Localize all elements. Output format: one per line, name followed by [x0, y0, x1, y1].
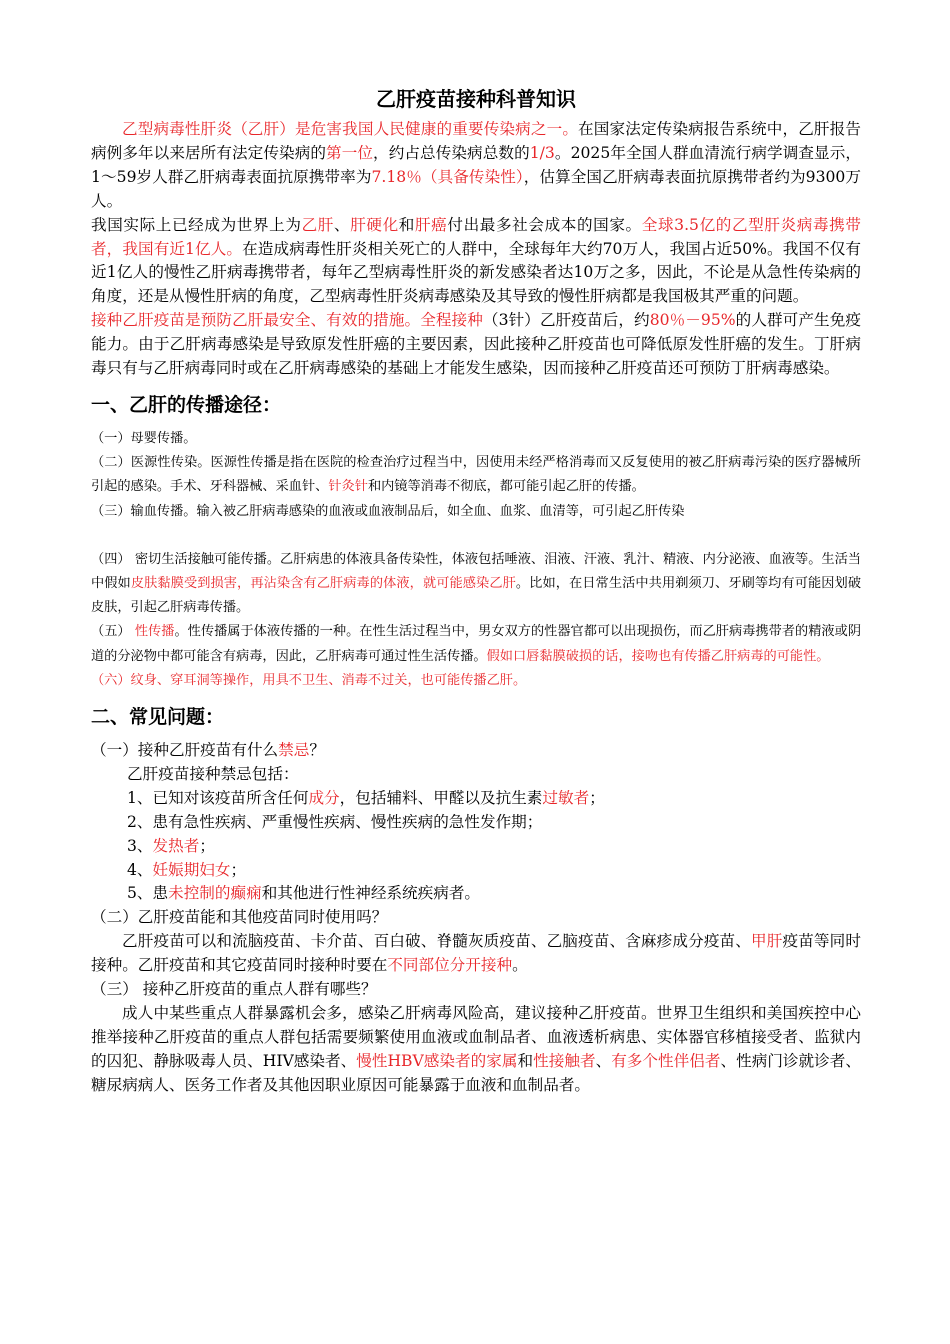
body-text: （一）接种乙肝疫苗有什么 [91, 741, 279, 759]
body-text: 1、已知对该疫苗所含任何 [127, 788, 309, 807]
body-text: 在造成病毒性肝炎相关死亡的人群中，全球每年大约70万人，我国占近50%。我国不仅有近1亿人的慢性乙肝病毒携带者，每年乙型病毒性肝炎的新发感染者达10万之多，因此，不论是从急性传染病的角度，还是从慢性肝病的角度，乙型病毒性肝炎病毒感染及其导致的慢性肝病都是我国极其严重的问题。 [91, 239, 861, 306]
answer-3 [91, 1002, 861, 1098]
highlight-text: 80％－95% [649, 311, 736, 330]
body-text: ； [230, 860, 247, 879]
highlight-text: 乙型病毒性肝炎（乙肝）是危害我国人民健康的重要传染病之一。 [122, 120, 579, 138]
highlight-text: 不同部位分开接种 [387, 956, 513, 975]
body-text: 疫苗等同时接种。乙肝疫苗和其它疫苗同时接种时要在 [91, 932, 861, 975]
highlight-text: 皮肤黏膜受到损害，再沾染含有乙肝病毒的体液，就可能感染乙肝 [130, 575, 516, 591]
intro-paragraph-1 [91, 118, 861, 214]
body-text: 。性传播属于体液传播的一种。在性生活过程当中，男女双方的性器官都可以出现损伤，而乙肝病毒携带者的精液或阴道的分泌物中都可能含有病毒，因此，乙肝病毒可通过性生活传播。 [91, 624, 862, 664]
route-item-2 [91, 451, 861, 499]
body-text: 和 [517, 1051, 534, 1070]
highlight-text: 性接触者 [533, 1051, 596, 1070]
highlight-text: 接种乙肝疫苗是预防乙肝最安全、有效的措施。 [91, 311, 421, 330]
contraindication-item-3 [91, 835, 861, 859]
body-text: 、性病门诊就诊者、糖尿病病人、医务工作者及其他因职业原因可能暴露于血液和血制品者。 [91, 1051, 861, 1094]
section-2-heading: 二、常见问题： [91, 706, 225, 728]
highlight-text: 发热者 [152, 836, 200, 855]
body-text: 和 [398, 215, 415, 234]
question-3: （三） 接种乙肝疫苗的重点人群有哪些？ [91, 980, 377, 999]
body-text: 成人中某些重点人群暴露机会多，感染乙肝病毒风险高，建议接种乙肝疫苗。世界卫生组织和美国疾控中心推举接种乙肝疫苗的重点人群包括需要频繁使用血液或血制品者、血液透析病患、实体器官移植接受者、监狱内的囚犯、静脉吸毒人员、HIV感染者、 [91, 1003, 861, 1070]
highlight-text: 全球3.5亿的乙型肝炎病毒携带者，我国有近1亿人。 [91, 215, 861, 258]
body-text: 5、患 [127, 884, 169, 903]
body-text: ，约占总传染病总数的 [373, 143, 530, 162]
body-text: 3、 [127, 836, 153, 855]
intro-paragraph-2 [91, 214, 861, 310]
highlight-text: 有多个性伴侣者 [611, 1051, 721, 1070]
body-text: （3针）乙肝疫苗后，约 [482, 311, 650, 330]
body-text: ； [199, 836, 215, 855]
body-text: 和内镜等消毒不彻底，都可能引起乙肝的传播。 [367, 479, 645, 495]
spacer [91, 524, 861, 548]
highlight-text: 甲肝 [751, 932, 783, 951]
highlight-text: 性传播 [134, 624, 175, 640]
highlight-text: 慢性HBV感染者的家属 [356, 1051, 518, 1070]
highlight-text: 肝硬化 [350, 215, 399, 234]
body-text: （五） [91, 624, 135, 640]
body-text: 付出最多社会成本的国家。 [447, 215, 642, 234]
body-text: 、 [595, 1051, 612, 1070]
body-text: ，包括辅料、甲醛以及抗生素 [339, 788, 543, 807]
highlight-text: 第一位 [326, 143, 374, 162]
body-text: 4、 [127, 860, 153, 879]
body-text: （四） 密切生活接触可能传播。乙肝病患的体液具备传染性，体液包括唾液、泪液、汗液、乳汁、精液、内分泌液、血液等。生活当中假如 [91, 551, 861, 591]
contraindication-item-2: 2、患有急性疾病、严重慢性疾病、慢性疾病的急性发作期； [127, 812, 543, 831]
highlight-text: 1/3 [529, 143, 555, 162]
body-text: 和其他进行性神经系统疾病者。 [261, 884, 481, 903]
route-item-5 [91, 620, 861, 668]
contraindication-item-1 [91, 787, 861, 811]
page-title: 乙肝疫苗接种科普知识 [376, 87, 576, 111]
highlight-text: 针灸针 [328, 479, 368, 495]
body-text: 、 [333, 215, 351, 234]
body-text: 我国实际上已经成为世界上为 [91, 215, 302, 234]
highlight-text: 未控制的癫痫 [168, 884, 262, 903]
body-text: 在国家法定传染病报告系统中，乙肝报告病例多年以来居所有法定传染病的 [91, 120, 861, 162]
document-page [91, 84, 861, 1098]
route-item-4 [91, 548, 861, 621]
body-text: 。比如，在日常生活中共用剃须刀、牙刷等均有可能因划破皮肤，引起乙肝病毒传播。 [91, 575, 862, 616]
answer-1-lead: 乙肝疫苗接种禁忌包括： [127, 764, 299, 783]
body-text: ？ [309, 741, 325, 759]
body-text: （二）医源性传染。医源性传播是指在医院的检查治疗过程当中，因使用未经严格消毒而又反复使用的被乙肝病毒污染的医疗器械所引起的感染。手术、牙科器械、采血针、 [91, 455, 861, 495]
highlight-text: 妊娠期妇女 [152, 860, 231, 879]
body-text: ，估算全国乙肝病毒表面抗原携带者约为9300万人。 [91, 167, 862, 210]
body-text: 的人群可产生免疫能力。由于乙肝病毒感染是导致原发性肝癌的主要因素，因此接种乙肝疫苗也可降低原发性肝癌的发生。丁肝病毒只有与乙肝病毒同时或在乙肝病毒感染的基础上才能发生感染，因而接种乙肝疫苗还可预防丁肝病毒感染。 [91, 311, 861, 378]
intro-paragraph-3 [91, 309, 861, 381]
body-text: 。 [512, 956, 528, 975]
route-item-3: （三）输血传播。输入被乙肝病毒感染的血液或血液制品后，如全血、血浆、血清等，可引起乙肝传染 [91, 503, 685, 519]
section-1-heading: 一、乙肝的传播途径： [91, 393, 282, 416]
highlight-text: 禁忌 [278, 741, 310, 759]
highlight-text: 过敏者 [542, 788, 590, 807]
body-text: 。2025年全国人群血清流行病学调查显示，1～59岁人群乙肝病毒表面抗原携带率为 [91, 143, 861, 186]
question-1 [91, 739, 861, 763]
highlight-text: 成分 [308, 788, 340, 807]
contraindication-item-4 [91, 859, 861, 883]
highlight-text: 肝癌 [414, 215, 448, 234]
contraindication-item-5 [91, 882, 861, 906]
highlight-text: 乙肝 [301, 215, 334, 234]
highlight-text: 全程接种 [420, 311, 483, 330]
body-text: 乙肝疫苗可以和流脑疫苗、卡介苗、百白破、脊髓灰质疫苗、乙脑疫苗、含麻疹成分疫苗、 [122, 932, 752, 951]
answer-2 [91, 930, 861, 978]
highlight-text: 7.18％（具备传染性） [371, 167, 524, 186]
route-item-1: （一）母婴传播。 [91, 430, 197, 446]
highlight-text: 假如口唇黏膜破损的话，接吻也有传播乙肝病毒的可能性。 [486, 648, 830, 664]
body-text: ； [589, 788, 605, 807]
route-item-6: （六）纹身、穿耳洞等操作，用具不卫生、消毒不过关，也可能传播乙肝。 [91, 672, 527, 688]
question-2: （二）乙肝疫苗能和其他疫苗同时使用吗？ [91, 908, 388, 927]
